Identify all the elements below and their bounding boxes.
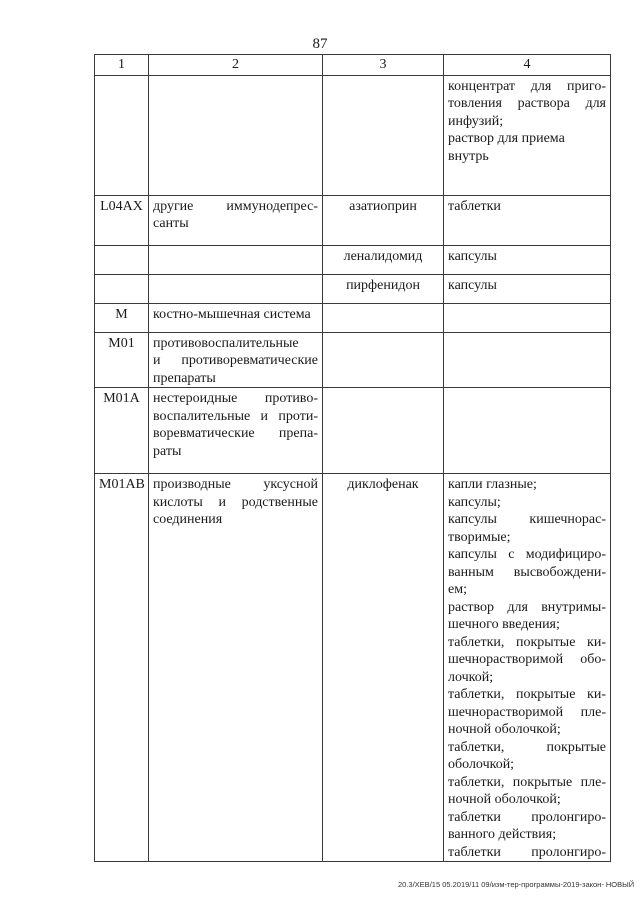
dosage-form-line: капсулы кишечнорас- bbox=[448, 512, 606, 527]
group-name-line: санты bbox=[153, 216, 189, 231]
dosage-forms-cell bbox=[444, 274, 611, 303]
dosage-form-line: ем; bbox=[448, 582, 467, 597]
atc-code-cell bbox=[95, 274, 149, 303]
group-name-cell bbox=[149, 332, 323, 388]
dosage-form-line: таблетки, покрытые пле- bbox=[448, 774, 606, 790]
dosage-form-line: таблетки пролонгиро- bbox=[448, 844, 606, 860]
dosage-form-line: таблетки, покрытые ки- bbox=[448, 687, 606, 702]
dosage-form-line: ночной оболочкой; bbox=[448, 722, 561, 737]
dosage-form-line: шечного введения; bbox=[448, 617, 560, 632]
dosage-form-line: оболочкой; bbox=[448, 757, 515, 772]
dosage-forms-cell bbox=[444, 388, 611, 474]
dosage-form-line: творимые; bbox=[448, 529, 511, 545]
medication-table bbox=[94, 54, 611, 862]
column-header-2: 2 bbox=[149, 55, 323, 76]
group-name-line: соединения bbox=[153, 512, 223, 527]
atc-code-cell bbox=[95, 245, 149, 274]
dosage-form-line: раствор для внутримы- bbox=[448, 599, 606, 615]
group-name-cell bbox=[149, 195, 323, 245]
table-body bbox=[95, 75, 611, 862]
dosage-form-line: инфузий; bbox=[448, 113, 504, 129]
group-name-line: кислоты и родственные bbox=[153, 494, 318, 510]
group-name-line: нестероидные противо- bbox=[153, 391, 318, 406]
dosage-form-line: шечнорастворимой обо- bbox=[448, 652, 606, 667]
substance-cell bbox=[323, 332, 444, 388]
dosage-forms-cell bbox=[444, 75, 611, 195]
dosage-forms-cell bbox=[444, 195, 611, 245]
dosage-form-line: ванным высвобождени- bbox=[448, 564, 606, 580]
group-name-line: воревматические препа- bbox=[153, 426, 318, 441]
group-name-cell bbox=[149, 474, 323, 862]
group-name-line: препараты bbox=[153, 370, 216, 386]
table-row bbox=[95, 274, 611, 303]
dosage-form-line: внутрь bbox=[448, 148, 489, 164]
column-header-3: 3 bbox=[323, 55, 444, 76]
dosage-form-line: таблетки, покрытые ки- bbox=[448, 634, 606, 650]
substance-cell: диклофенак bbox=[323, 474, 444, 862]
dosage-forms-cell bbox=[444, 474, 611, 862]
atc-code-cell: M01AB bbox=[95, 474, 149, 862]
substance-cell: леналидомид bbox=[323, 245, 444, 274]
group-name-cell bbox=[149, 274, 323, 303]
column-header-1: 1 bbox=[95, 55, 149, 76]
substance-cell: азатиоприн bbox=[323, 195, 444, 245]
dosage-form-line: шечнорастворимой пле- bbox=[448, 704, 606, 720]
substance-cell: пирфенидон bbox=[323, 274, 444, 303]
dosage-form-line: капсулы; bbox=[448, 494, 501, 510]
atc-code-cell: M01 bbox=[95, 332, 149, 388]
column-header-4: 4 bbox=[444, 55, 611, 76]
table-row bbox=[95, 388, 611, 474]
dosage-forms-cell bbox=[444, 245, 611, 274]
group-name-line: воспалительные и проти- bbox=[153, 408, 318, 424]
footer-text: 20.3/ХЕВ/15 05.2019/11 09/изм-тер-программы-2019-закон- НОВЫЙ bbox=[398, 880, 635, 889]
table-row bbox=[95, 474, 611, 862]
table-row bbox=[95, 195, 611, 245]
group-name-line: и противоревматические bbox=[153, 353, 318, 368]
dosage-form-line: ванного действия; bbox=[448, 827, 557, 842]
group-name-line: противовоспалительные bbox=[153, 335, 299, 351]
dosage-form-line: концентрат для приго- bbox=[448, 78, 606, 94]
atc-code-cell bbox=[95, 75, 149, 195]
dosage-form-line: ночной оболочкой; bbox=[448, 792, 561, 807]
atc-code-cell: L04AX bbox=[95, 195, 149, 245]
dosage-form-line: капсулы bbox=[448, 248, 497, 264]
group-name-cell bbox=[149, 388, 323, 474]
dosage-form-line: товления раствора для bbox=[448, 96, 606, 111]
group-name-line: костно-мышечная система bbox=[153, 306, 311, 322]
group-name-cell bbox=[149, 303, 323, 332]
dosage-form-line: капли глазные; bbox=[448, 477, 537, 492]
group-name-cell bbox=[149, 75, 323, 195]
table-row bbox=[95, 332, 611, 388]
substance-cell bbox=[323, 75, 444, 195]
table-row bbox=[95, 75, 611, 195]
substance-cell bbox=[323, 388, 444, 474]
table-row bbox=[95, 245, 611, 274]
group-name-cell bbox=[149, 245, 323, 274]
group-name-line: производные уксусной bbox=[153, 477, 318, 492]
group-name-line: другие иммунодепрес- bbox=[153, 198, 318, 214]
page-number: 87 bbox=[312, 36, 328, 52]
dosage-form-line: таблетки, покрытые bbox=[448, 739, 606, 755]
dosage-form-line: капсулы с модифициро- bbox=[448, 547, 606, 562]
dosage-form-line: лочкой; bbox=[448, 669, 494, 685]
table-row bbox=[95, 303, 611, 332]
dosage-form-line: капсулы bbox=[448, 277, 497, 293]
dosage-form-line: таблетки пролонгиро- bbox=[448, 809, 606, 825]
group-name-line: раты bbox=[153, 443, 182, 459]
atc-code-cell: M bbox=[95, 303, 149, 332]
dosage-form-line: раствор для приема bbox=[448, 131, 565, 146]
substance-cell bbox=[323, 303, 444, 332]
dosage-forms-cell bbox=[444, 332, 611, 388]
atc-code-cell: M01A bbox=[95, 388, 149, 474]
dosage-form-line: таблетки bbox=[448, 198, 501, 214]
dosage-forms-cell bbox=[444, 303, 611, 332]
header-row bbox=[95, 55, 611, 76]
